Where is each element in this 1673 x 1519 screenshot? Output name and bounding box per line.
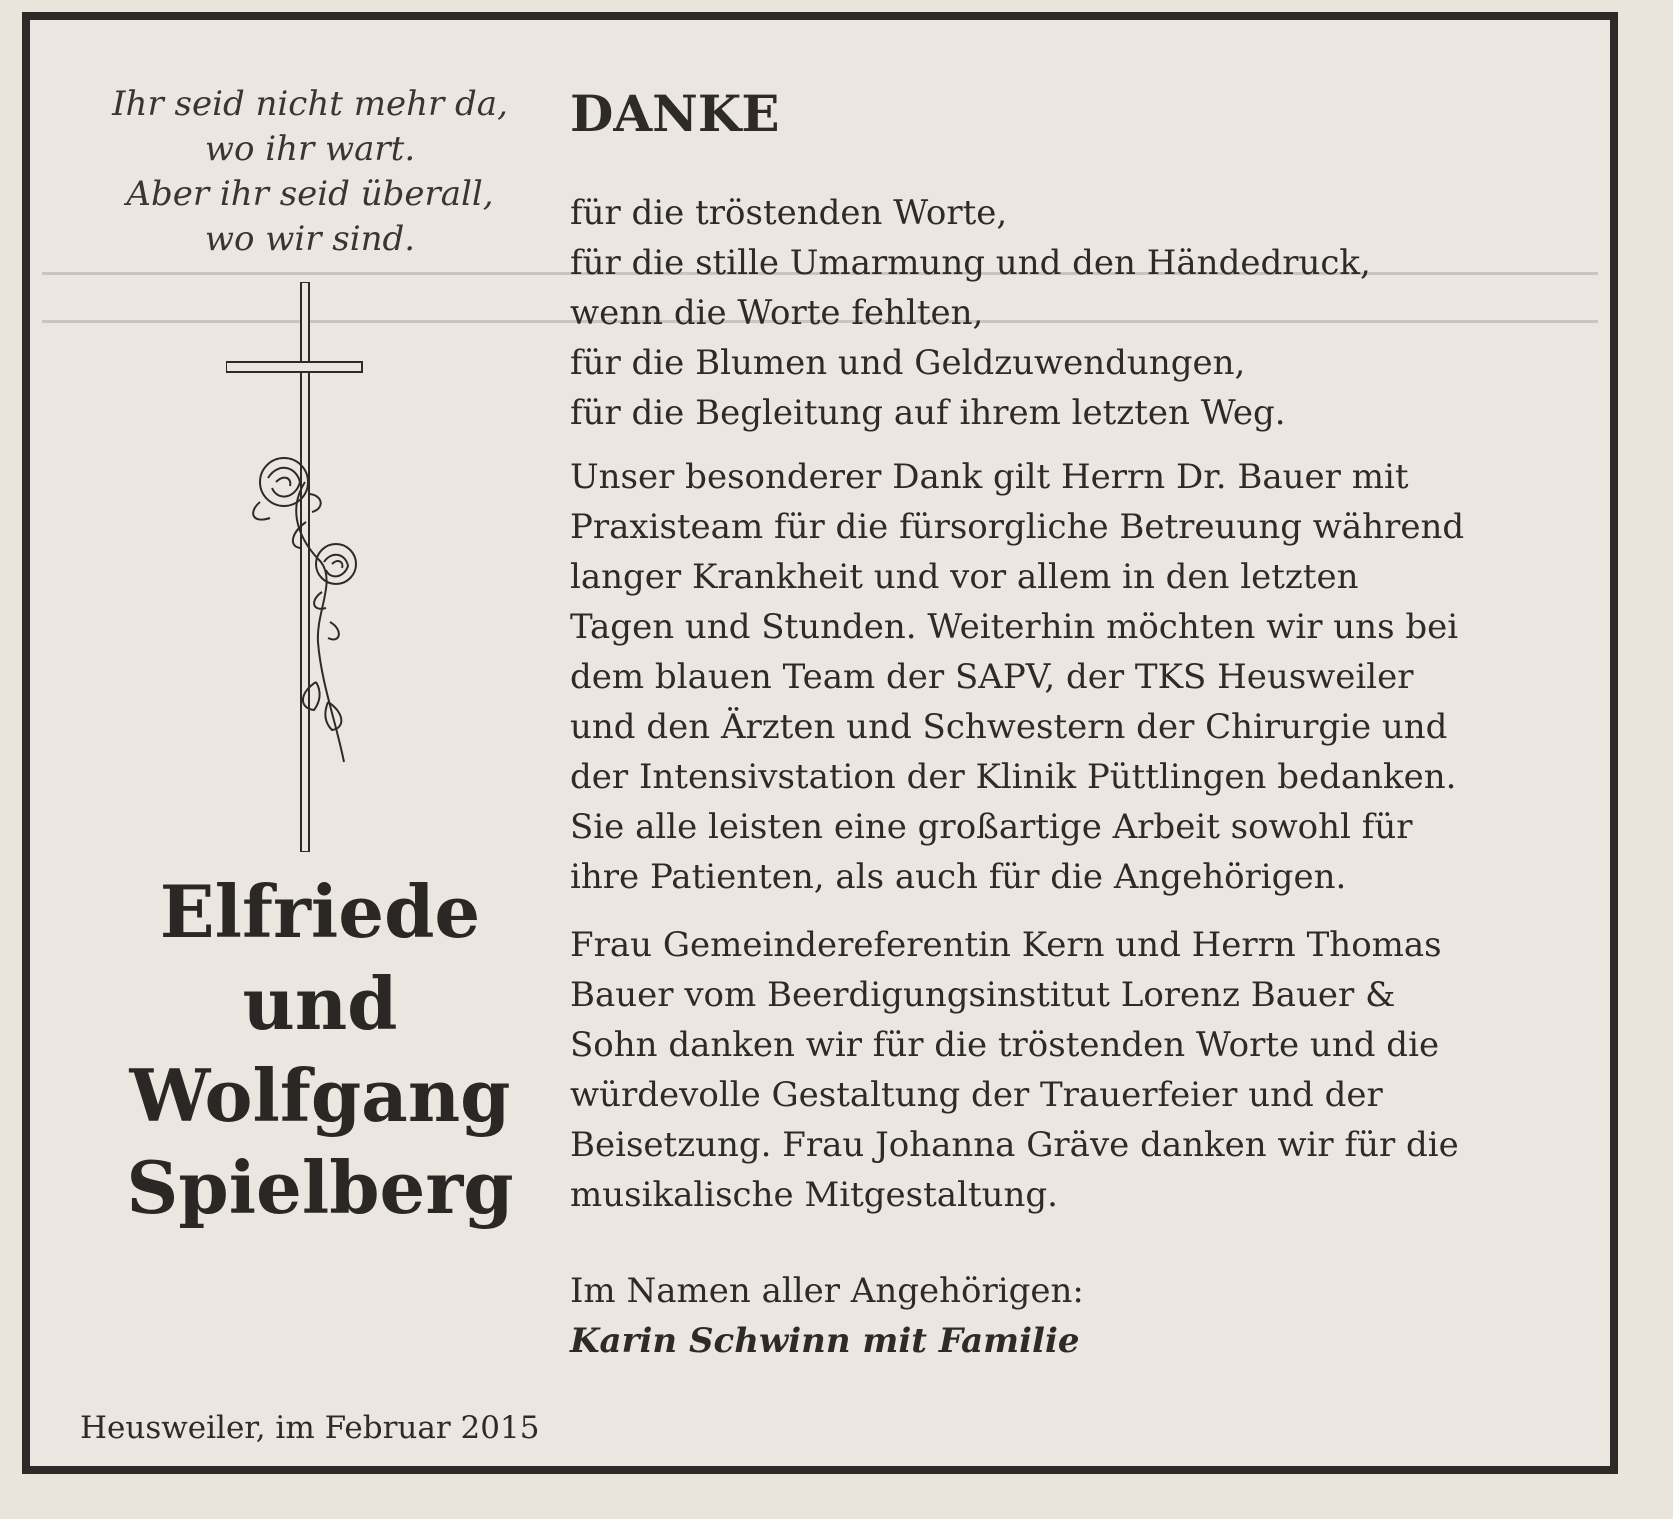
signature-name: Karin Schwinn mit Familie [570, 1321, 1080, 1361]
doctor-thanks-paragraph [570, 452, 1605, 902]
text-line: wenn die Worte fehlten, [570, 293, 984, 333]
text-line: dem blauen Team der SAPV, der TKS Heusweiler [570, 657, 1414, 697]
text-line: musikalische Mitgestaltung. [570, 1175, 1058, 1215]
text-line: Beisetzung. Frau Johanna Gräve danken wir für die [570, 1125, 1459, 1165]
motto-line: wo wir sind. [204, 219, 416, 259]
text-line: langer Krankheit und vor allem in den letzten [570, 557, 1359, 597]
text-line: Bauer vom Beerdigungsinstitut Lorenz Bauer & [570, 975, 1396, 1015]
text-line: ihre Patienten, als auch für die Angehörigen. [570, 857, 1347, 897]
text-line: für die Begleitung auf ihrem letzten Weg. [570, 393, 1286, 433]
intro-paragraph [570, 188, 1605, 438]
name-line: Spielberg [126, 1145, 514, 1230]
motto-verse [90, 82, 530, 262]
text-line: und den Ärzten und Schwestern der Chirurgie und [570, 707, 1448, 747]
text-line: Sohn danken wir für die tröstenden Worte und die [570, 1025, 1440, 1065]
thanks-text [570, 84, 1605, 1366]
place-date: Heusweiler, im Februar 2015 [80, 1410, 540, 1446]
funeral-thanks-paragraph [570, 920, 1605, 1220]
text-line: Sie alle leisten eine großartige Arbeit sowohl für [570, 807, 1413, 847]
text-line: würdevolle Gestaltung der Trauerfeier und der [570, 1075, 1383, 1115]
signature-intro: Im Namen aller Angehörigen: [570, 1271, 1084, 1311]
deceased-names [70, 866, 570, 1234]
text-line: Unser besonderer Dank gilt Herrn Dr. Bauer mit [570, 457, 1409, 497]
text-line: Praxisteam für die fürsorgliche Betreuung während [570, 507, 1465, 547]
motto-line: wo ihr wart. [204, 129, 416, 169]
text-line: Frau Gemeindereferentin Kern und Herrn Thomas [570, 925, 1442, 965]
motto-line: Ihr seid nicht mehr da, [112, 84, 508, 124]
cross-with-roses-icon [226, 282, 376, 852]
text-line: für die tröstenden Worte, [570, 193, 1008, 233]
motto-line: Aber ihr seid überall, [126, 174, 494, 214]
text-line: für die Blumen und Geldzuwendungen, [570, 343, 1246, 383]
name-line: und [242, 961, 398, 1046]
name-line: Wolfgang [129, 1053, 511, 1138]
name-line: Elfriede [159, 869, 481, 954]
text-line: Tagen und Stunden. Weiterhin möchten wir uns bei [570, 607, 1459, 647]
signature-block [570, 1266, 1605, 1366]
obituary-frame [22, 12, 1618, 1474]
page-title: DANKE [570, 84, 780, 143]
text-line: für die stille Umarmung und den Händedruck, [570, 243, 1371, 283]
text-line: der Intensivstation der Klinik Püttlingen bedanken. [570, 757, 1457, 797]
